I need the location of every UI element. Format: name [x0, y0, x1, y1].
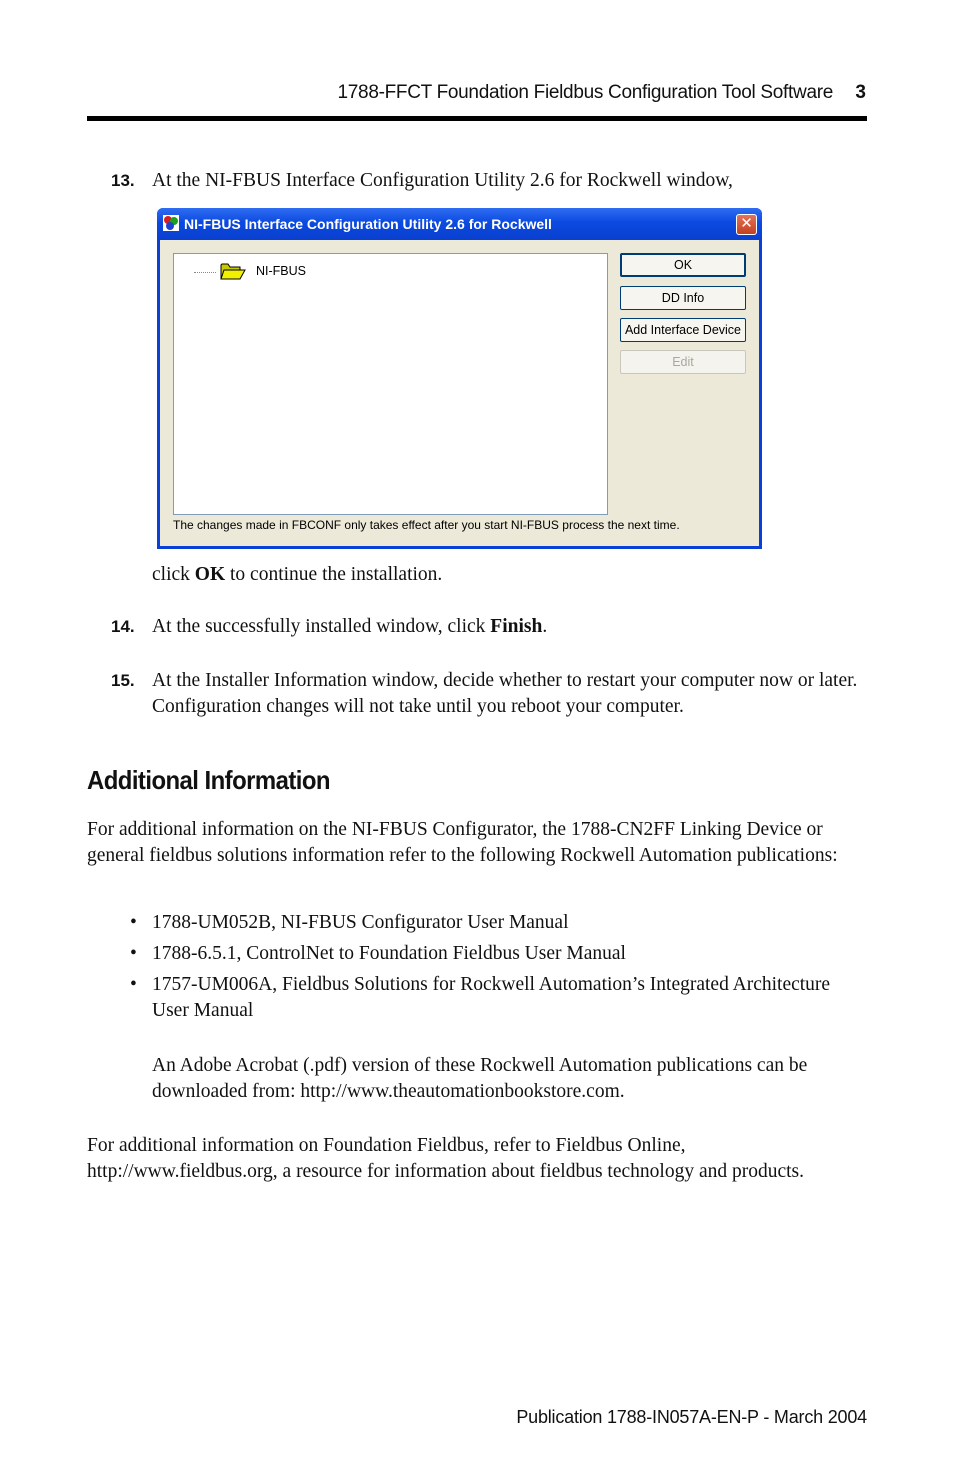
instruction-bold: OK [194, 564, 226, 585]
header-rule [87, 116, 867, 121]
instruction-text: click [152, 564, 195, 585]
dialog-title: NI-FBUS Interface Configuration Utility 2.6 for Rockwell [184, 216, 552, 232]
running-header-title: 1788-FFCT Foundation Fieldbus Configuration Tool Software [337, 82, 833, 103]
list-item: • 1788-6.5.1, ControlNet to Foundation Fieldbus User Manual [130, 941, 852, 967]
click-ok-instruction [152, 562, 442, 588]
dialog-titlebar [157, 208, 762, 240]
page-number: 3 [855, 82, 866, 103]
step-text-part: At the successfully installed window, click [152, 616, 491, 637]
list-item: • 1757-UM006A, Fieldbus Solutions for Rockwell Automation’s Integrated Architecture User Manual [130, 972, 852, 1024]
ok-button[interactable]: OK [620, 253, 746, 277]
close-icon[interactable]: ✕ [736, 214, 757, 235]
dd-info-button[interactable]: DD Info [620, 286, 746, 310]
publication-footer: Publication 1788-IN057A-EN-P - March 2004 [516, 1407, 867, 1427]
open-folder-icon [220, 262, 246, 280]
device-tree[interactable] [173, 253, 608, 515]
dialog-client-area [160, 240, 759, 546]
step-text: At the Installer Information window, decide whether to restart your computer now or later. Configuration changes will not take until you reboot your computer. [152, 670, 858, 717]
fieldbus-online-paragraph: For additional information on Foundation Fieldbus, refer to Fieldbus Online, http://www.fieldbus.org, a resource for information about fieldbus technology and products. [87, 1135, 805, 1182]
download-note: An Adobe Acrobat (.pdf) version of these Rockwell Automation publications can be downloaded from: http://www.theautomationbookstore.com. [152, 1055, 808, 1102]
step-text: At the NI-FBUS Interface Configuration Utility 2.6 for Rockwell window, [152, 170, 733, 191]
dialog-status-text: The changes made in FBCONF only takes effect after you start NI-FBUS process the next time. [173, 518, 680, 532]
list-item: • 1788-UM052B, NI-FBUS Configurator User Manual [130, 910, 852, 936]
step-number: 14. [111, 617, 135, 636]
section-intro: For additional information on the NI-FBUS Configurator, the 1788-CN2FF Linking Device or general fieldbus solutions information refer to the following Rockwell Automation publications: [87, 819, 838, 866]
add-interface-device-button[interactable]: Add Interface Device [620, 318, 746, 342]
step-text-bold: Finish [490, 616, 543, 637]
publication-list [130, 910, 852, 1029]
tree-item-nifbus[interactable]: NI-FBUS [256, 264, 306, 278]
section-heading: Additional Information [87, 765, 330, 795]
step-number: 15. [111, 671, 135, 690]
app-icon [163, 215, 179, 231]
step-number: 13. [111, 171, 135, 190]
tree-connector [194, 272, 216, 273]
step-text [152, 614, 872, 640]
step-text-part: . [542, 616, 548, 637]
edit-button[interactable]: Edit [620, 350, 746, 374]
instruction-text: to continue the installation. [225, 564, 443, 585]
nifbus-config-dialog [157, 208, 762, 549]
